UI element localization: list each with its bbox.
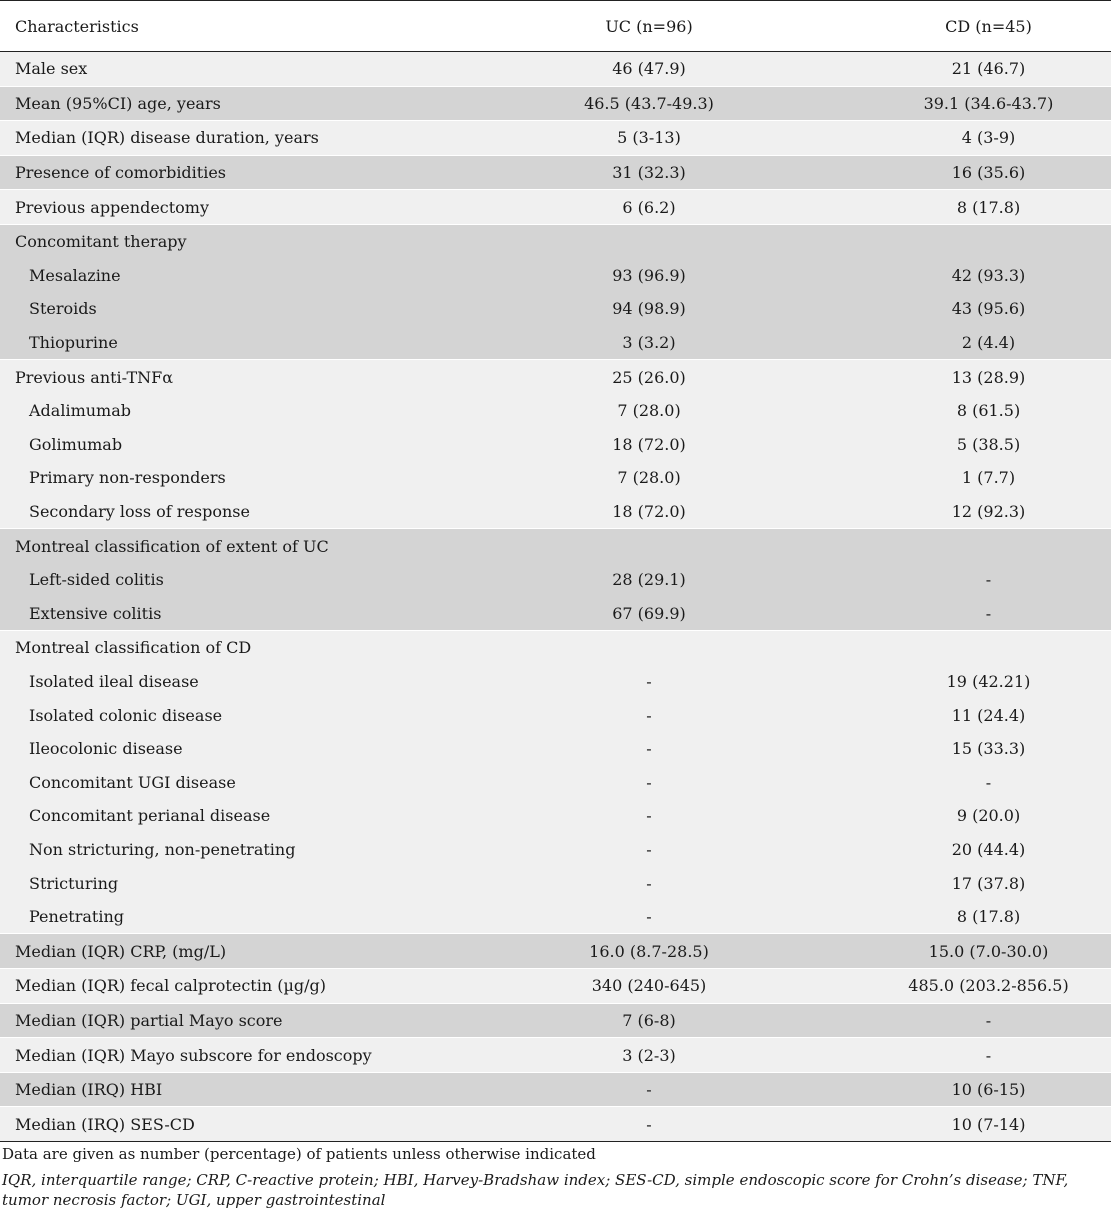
table-row bbox=[0, 360, 1111, 394]
table-body bbox=[0, 52, 1111, 1142]
table-row bbox=[0, 665, 1111, 699]
table-row bbox=[0, 190, 1111, 225]
row-label: Concomitant therapy bbox=[0, 224, 460, 258]
row-label: Primary non-responders bbox=[0, 461, 460, 495]
row-uc-value: - bbox=[460, 1107, 838, 1142]
row-uc-value: 3 (3.2) bbox=[460, 326, 838, 360]
table-row bbox=[0, 866, 1111, 900]
row-cd-value: 8 (61.5) bbox=[838, 394, 1111, 428]
footnote-data-note: Data are given as number (percentage) of patients unless otherwise indicated bbox=[2, 1145, 596, 1163]
row-cd-value: 13 (28.9) bbox=[838, 360, 1111, 394]
row-uc-value: 7 (6-8) bbox=[460, 1003, 838, 1038]
row-label: Non stricturing, non-penetrating bbox=[0, 833, 460, 867]
row-cd-value: 9 (20.0) bbox=[838, 799, 1111, 833]
row-uc-value: - bbox=[460, 1072, 838, 1107]
row-label: Presence of comorbidities bbox=[0, 155, 460, 190]
row-cd-value: 12 (92.3) bbox=[838, 495, 1111, 529]
row-label: Montreal classification of CD bbox=[0, 631, 460, 665]
table-row bbox=[0, 597, 1111, 631]
row-label: Isolated colonic disease bbox=[0, 698, 460, 732]
table-row bbox=[0, 86, 1111, 121]
row-uc-value: 7 (28.0) bbox=[460, 394, 838, 428]
row-uc-value: 18 (72.0) bbox=[460, 495, 838, 529]
row-uc-value: 18 (72.0) bbox=[460, 428, 838, 462]
row-uc-value: 94 (98.9) bbox=[460, 292, 838, 326]
table-row bbox=[0, 428, 1111, 462]
row-label: Left-sided colitis bbox=[0, 563, 460, 597]
row-uc-value bbox=[460, 224, 838, 258]
row-uc-value: 6 (6.2) bbox=[460, 190, 838, 225]
row-cd-value: 1 (7.7) bbox=[838, 461, 1111, 495]
table-row bbox=[0, 900, 1111, 934]
row-cd-value: 15.0 (7.0-30.0) bbox=[838, 934, 1111, 969]
row-uc-value bbox=[460, 631, 838, 665]
row-cd-value: 2 (4.4) bbox=[838, 326, 1111, 360]
row-label: Ileocolonic disease bbox=[0, 732, 460, 766]
row-label: Isolated ileal disease bbox=[0, 665, 460, 699]
row-uc-value: 93 (96.9) bbox=[460, 259, 838, 293]
table-footnotes bbox=[0, 1144, 1111, 1210]
row-uc-value: 46.5 (43.7-49.3) bbox=[460, 86, 838, 121]
row-cd-value: 43 (95.6) bbox=[838, 292, 1111, 326]
table-row bbox=[0, 529, 1111, 563]
table-row bbox=[0, 224, 1111, 258]
row-uc-value: 46 (47.9) bbox=[460, 52, 838, 87]
row-uc-value: - bbox=[460, 799, 838, 833]
table-header-row bbox=[0, 1, 1111, 52]
table-row bbox=[0, 765, 1111, 799]
row-uc-value: - bbox=[460, 833, 838, 867]
row-label: Secondary loss of response bbox=[0, 495, 460, 529]
row-label: Extensive colitis bbox=[0, 597, 460, 631]
table-row bbox=[0, 394, 1111, 428]
row-cd-value: 39.1 (34.6-43.7) bbox=[838, 86, 1111, 121]
row-uc-value: 7 (28.0) bbox=[460, 461, 838, 495]
row-cd-value: 485.0 (203.2-856.5) bbox=[838, 969, 1111, 1004]
table-row bbox=[0, 259, 1111, 293]
row-label: Previous anti-TNFα bbox=[0, 360, 460, 394]
table-row bbox=[0, 52, 1111, 87]
row-label: Median (IRQ) SES-CD bbox=[0, 1107, 460, 1142]
footnote-abbreviations: IQR, interquartile range; CRP, C-reactive protein; HBI, Harvey-Bradshaw index; SES-CD, simple endoscopic score for Crohn’s disease; TNF, tumor necrosis factor; UGI, upper gastrointestinal bbox=[2, 1171, 1069, 1209]
row-cd-value: 4 (3-9) bbox=[838, 121, 1111, 156]
row-cd-value: 5 (38.5) bbox=[838, 428, 1111, 462]
row-uc-value: 31 (32.3) bbox=[460, 155, 838, 190]
row-label: Concomitant perianal disease bbox=[0, 799, 460, 833]
table-row bbox=[0, 698, 1111, 732]
row-uc-value: 25 (26.0) bbox=[460, 360, 838, 394]
row-cd-value: 10 (6-15) bbox=[838, 1072, 1111, 1107]
row-uc-value: - bbox=[460, 866, 838, 900]
table-row bbox=[0, 1107, 1111, 1142]
row-label: Penetrating bbox=[0, 900, 460, 934]
row-cd-value: - bbox=[838, 563, 1111, 597]
row-label: Stricturing bbox=[0, 866, 460, 900]
row-label: Adalimumab bbox=[0, 394, 460, 428]
row-cd-value: 17 (37.8) bbox=[838, 866, 1111, 900]
table-row bbox=[0, 563, 1111, 597]
table-row bbox=[0, 155, 1111, 190]
table-row bbox=[0, 934, 1111, 969]
row-cd-value: 10 (7-14) bbox=[838, 1107, 1111, 1142]
row-cd-value bbox=[838, 529, 1111, 563]
header-characteristics: Characteristics bbox=[0, 1, 460, 52]
table-row bbox=[0, 1072, 1111, 1107]
row-cd-value: 8 (17.8) bbox=[838, 900, 1111, 934]
table-row bbox=[0, 1003, 1111, 1038]
row-cd-value: 11 (24.4) bbox=[838, 698, 1111, 732]
table-row bbox=[0, 326, 1111, 360]
row-label: Previous appendectomy bbox=[0, 190, 460, 225]
row-cd-value: 21 (46.7) bbox=[838, 52, 1111, 87]
table-row bbox=[0, 461, 1111, 495]
row-label: Thiopurine bbox=[0, 326, 460, 360]
table-row bbox=[0, 121, 1111, 156]
row-label: Mesalazine bbox=[0, 259, 460, 293]
row-label: Median (IQR) CRP, (mg/L) bbox=[0, 934, 460, 969]
header-uc: UC (n=96) bbox=[460, 1, 838, 52]
table-row bbox=[0, 495, 1111, 529]
row-uc-value: 5 (3-13) bbox=[460, 121, 838, 156]
row-uc-value: - bbox=[460, 732, 838, 766]
row-label: Golimumab bbox=[0, 428, 460, 462]
row-uc-value: - bbox=[460, 900, 838, 934]
row-cd-value: - bbox=[838, 597, 1111, 631]
row-cd-value bbox=[838, 631, 1111, 665]
row-label: Montreal classification of extent of UC bbox=[0, 529, 460, 563]
row-label: Median (IQR) fecal calprotectin (µg/g) bbox=[0, 969, 460, 1004]
row-label: Mean (95%CI) age, years bbox=[0, 86, 460, 121]
row-uc-value: 3 (2-3) bbox=[460, 1038, 838, 1073]
table-row bbox=[0, 969, 1111, 1004]
row-cd-value: 16 (35.6) bbox=[838, 155, 1111, 190]
row-cd-value: 15 (33.3) bbox=[838, 732, 1111, 766]
row-uc-value: 67 (69.9) bbox=[460, 597, 838, 631]
table-row bbox=[0, 833, 1111, 867]
table-row bbox=[0, 732, 1111, 766]
row-uc-value: - bbox=[460, 765, 838, 799]
row-label: Median (IRQ) HBI bbox=[0, 1072, 460, 1107]
table-row bbox=[0, 799, 1111, 833]
table-row bbox=[0, 292, 1111, 326]
row-cd-value: 8 (17.8) bbox=[838, 190, 1111, 225]
row-label: Steroids bbox=[0, 292, 460, 326]
row-uc-value: - bbox=[460, 698, 838, 732]
row-cd-value: - bbox=[838, 765, 1111, 799]
header-cd: CD (n=45) bbox=[838, 1, 1111, 52]
row-label: Median (IQR) disease duration, years bbox=[0, 121, 460, 156]
table-row bbox=[0, 631, 1111, 665]
row-uc-value: 28 (29.1) bbox=[460, 563, 838, 597]
row-cd-value: - bbox=[838, 1038, 1111, 1073]
row-cd-value: 19 (42.21) bbox=[838, 665, 1111, 699]
row-label: Concomitant UGI disease bbox=[0, 765, 460, 799]
row-label: Median (IQR) partial Mayo score bbox=[0, 1003, 460, 1038]
row-label: Male sex bbox=[0, 52, 460, 87]
row-cd-value: 42 (93.3) bbox=[838, 259, 1111, 293]
row-uc-value: 16.0 (8.7-28.5) bbox=[460, 934, 838, 969]
row-uc-value: 340 (240-645) bbox=[460, 969, 838, 1004]
row-cd-value bbox=[838, 224, 1111, 258]
row-cd-value: 20 (44.4) bbox=[838, 833, 1111, 867]
row-uc-value: - bbox=[460, 665, 838, 699]
row-cd-value: - bbox=[838, 1003, 1111, 1038]
table-row bbox=[0, 1038, 1111, 1073]
row-label: Median (IQR) Mayo subscore for endoscopy bbox=[0, 1038, 460, 1073]
row-uc-value bbox=[460, 529, 838, 563]
